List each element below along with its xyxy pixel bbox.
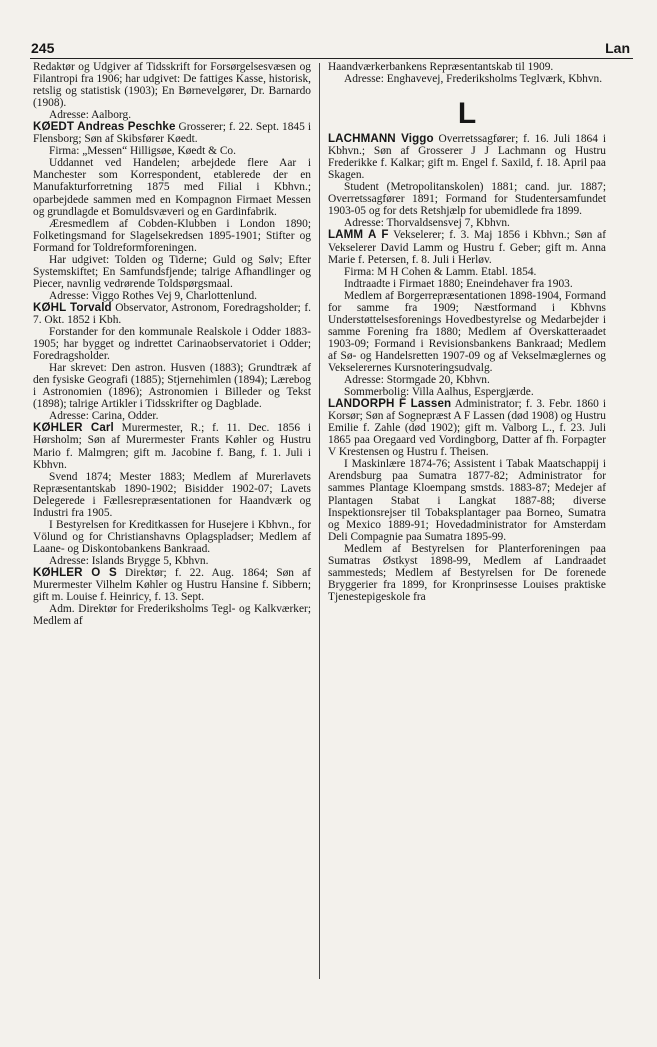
header-rule xyxy=(30,58,633,59)
running-head: Lan xyxy=(605,40,630,56)
entry-text: Overretssagfører; f. 16. Juli 1864 i Kbhvn.; Søn af Grosserer J J Lachmann og Hustru Frederikke f. Kalkar; gift m. Engel f. Saxild, f. 18. April paa Skagen. xyxy=(328,133,606,182)
entry-address: Adresse: Viggo Rothes Vej 9, Charlottenlund. xyxy=(49,289,258,302)
entry-koehler-carl xyxy=(33,422,311,567)
entry-paragraph: I Maskinlære 1874-76; Assistent i Tabak Maatschappij i Arendsburg paa Sumatra 1877-82; Administrator for sammes Plantage Kloempang smstds. 1883-87; Medejer af Plantagen Stabat i Langkat 1887-88; diverse Inspektionsrejser til Tobaksplantager paa Borneo, Sumatra og Mexico 1889-91; Hovedadministrator for Amsterdam Deli Compagnie paa Sumatra 1895-99. xyxy=(328,458,606,543)
entry-paragraph: Firma: „Messen“ Hilligsøe, Køedt & Co. xyxy=(49,145,236,158)
entry-address: Adresse: Stormgade 20, Kbhvn. xyxy=(344,374,490,387)
entry-koedt xyxy=(33,121,311,302)
entry-first-line xyxy=(328,229,606,265)
entry-text: Murermester, R.; f. 11. Dec. 1856 i Hørsholm; Søn af Murermester Frants Køhler og Hustru Mario f. Malmgren; gift m. Jacobine f. Bang, f. 1. Juli i Kbhvn. xyxy=(33,422,311,471)
entry-paragraph: Forstander for den kommunale Realskole i Odder 1883-1905; har bygget og indrettet Carinaobservatoriet i Odder; Foredragsholder. xyxy=(33,326,311,363)
entry-paragraph: Har skrevet: Den astron. Husven (1883); Grundtræk af den fysiske Geografi (1885); Stjernehimlen (1894); Lærebog i Astronomien (1896); Astronomien i Billeder og Tekst (1898); talrige Artikler i Tidsskrifter og Dagblade. xyxy=(33,362,311,411)
entry-name: KØEDT Andreas Peschke xyxy=(33,120,176,134)
entry-first-line xyxy=(328,133,606,181)
entry-paragraph: Student (Metropolitanskolen) 1881; cand. jur. 1887; Overretssagfører 1891; Formand for Studentersamfundet 1903-05 og for dets Retshjælp for ubemidlede fra 1899. xyxy=(328,181,606,218)
entry-name: LANDORPH F Lassen xyxy=(328,397,452,411)
page-number: 245 xyxy=(31,40,55,56)
entry-paragraph: Medlem af Borgerrepræsentationen 1898-1904, Formand for samme fra 1909; Næstformand i Kbhvns Understøttelsesforenings Hovedbestyrelse og Medarbejder i samme Forening fra 1880; Medlem af Overskatteraadet 1903-09; Formand i Revisionsbankens Bankraad; Medlem af Sø- og Handelsretten 1907-09 og af Vekselmæglernes og Vekselerernes Kursnoteringsudvalg. xyxy=(328,289,606,374)
entry-koehler-os xyxy=(33,567,311,627)
entry-paragraph: Uddannet ved Handelen; arbejdede flere Aar i Manchester som Korrespondent, etablerede der en Manufakturforretning 1875 med Filial i Kbhvn.; oparbejdede sammen med en Kompagnon Firmaet Messen og grundlagde et Bomuldsvæveri og en Gardinfabrik. xyxy=(33,157,311,218)
continued-paragraph: Haandværkerbankens Repræsentantskab til 1909. xyxy=(328,61,554,73)
entry-name: KØHLER Carl xyxy=(33,421,114,435)
intro-paragraph: Redaktør og Udgiver af Tidsskrift for Forsørgelsesvæsen og Filantropi fra 1906; har udgivet: De fattiges Kasse, historisk, retslig og statistisk (1903); En Børnevelgører, Dr. Barnardo (1908). xyxy=(33,61,311,110)
entry-name: KØHL Torvald xyxy=(33,300,112,314)
entry-paragraph: Har udgivet: Tolden og Tiderne; Guld og Sølv; Efter Systemskiftet; En Samfundsfjende; talrige Afhandlinger og Piecer, navnlig vedrørende Toldspørgsmaal. xyxy=(33,253,311,290)
entry-address: Adresse: Carina, Odder. xyxy=(49,410,159,423)
entry-paragraph: Æresmedlem af Cobden-Klubben i London 1890; Folketingsmand for Slagelsekredsen 1895-1901; Stifter og Formand for Toldreformforeningen. xyxy=(33,217,311,254)
entry-koehl xyxy=(33,302,311,422)
entry-lamm xyxy=(328,229,606,398)
left-column xyxy=(33,61,311,627)
entry-text: Vekselerer; f. 3. Maj 1856 i Kbhvn.; Søn af Vekselerer David Lamm og Hustru f. Geber; gift m. Anna Marie f. Petersen, f. 8. Juli i Herløv. xyxy=(328,229,606,266)
entry-name: LACHMANN Viggo xyxy=(328,132,434,146)
entry-first-line xyxy=(33,121,311,145)
entry-paragraph: Indtraadte i Firmaet 1880; Eneindehaver fra 1903. xyxy=(344,277,573,290)
entry-text: Direktør; f. 22. Aug. 1864; Søn af Murermester Vilhelm Køhler og Hustru Hansine f. Sibbern; gift m. Louise f. Heinricy, f. 13. Sept. xyxy=(33,566,311,604)
entry-first-line xyxy=(33,422,311,470)
entry-landorph xyxy=(328,398,606,603)
entry-paragraph: Firma: M H Cohen & Lamm. Etabl. 1854. xyxy=(344,265,537,278)
entry-first-line xyxy=(33,302,311,326)
column-divider xyxy=(319,63,320,979)
entry-lachmann xyxy=(328,133,606,229)
entry-text: Administrator; f. 3. Febr. 1860 i Korsør; Søn af Sognepræst A F Lassen (død 1908) og Hustru Emilie f. Zahle (død 1902); gift m. Valborg L., f. 23. Juli 1865 paa Oregaard ved Vordingborg, Datter af fh. Forpagter V Krestensen og Hustru f. Theisen. xyxy=(328,398,606,459)
intro-address: Adresse: Aalborg. xyxy=(49,109,132,122)
entry-name: KØHLER O S xyxy=(33,565,117,579)
entry-address: Adresse: Thorvaldsensvej 7, Kbhvn. xyxy=(344,217,510,230)
entry-paragraph: I Bestyrelsen for Kreditkassen for Husejere i Kbhvn., for Völund og for Christianshavns Oplagspladser; Medlem af Laane- og Diskontobankens Bankraad. xyxy=(33,518,311,555)
entry-text: Observator, Astronom, Foredragsholder; f. 7. Okt. 1852 i Kbh. xyxy=(33,301,311,326)
entry-paragraph: Medlem af Bestyrelsen for Planterforeningen paa Sumatras Østkyst 1898-99, Medlem af Landraadet sammesteds; Medlem af Bestyrelsen for De forenede Bryggerier fra 1899, for Kronprinsesse Louises praktiske Tjenestepigeskole fra xyxy=(328,542,606,603)
entry-first-line xyxy=(33,567,311,603)
continued-address: Adresse: Enghavevej, Frederiksholms Teglværk, Kbhvn. xyxy=(344,73,603,86)
entry-name: LAMM A F xyxy=(328,228,389,242)
entry-paragraph: Svend 1874; Mester 1883; Medlem af Murerlavets Repræsentantskab 1890-1902; Bisidder 1902-07; Lavets Delegerede i Fællesrepræsentationen for Haandværk og Industri fra 1905. xyxy=(33,470,311,519)
entry-paragraph: Adm. Direktør for Frederiksholms Tegl- og Kalkværker; Medlem af xyxy=(33,603,311,628)
entry-address: Adresse: Islands Brygge 5, Kbhvn. xyxy=(49,554,209,567)
entry-first-line xyxy=(328,398,606,458)
entry-paragraph: Sommerbolig: Villa Aalhus, Espergjærde. xyxy=(344,386,534,399)
section-letter: L xyxy=(457,97,477,131)
entry-text: Grosserer; f. 22. Sept. 1845 i Flensborg; Søn af Skibsfører Køedt. xyxy=(33,121,312,146)
right-column xyxy=(328,61,606,603)
